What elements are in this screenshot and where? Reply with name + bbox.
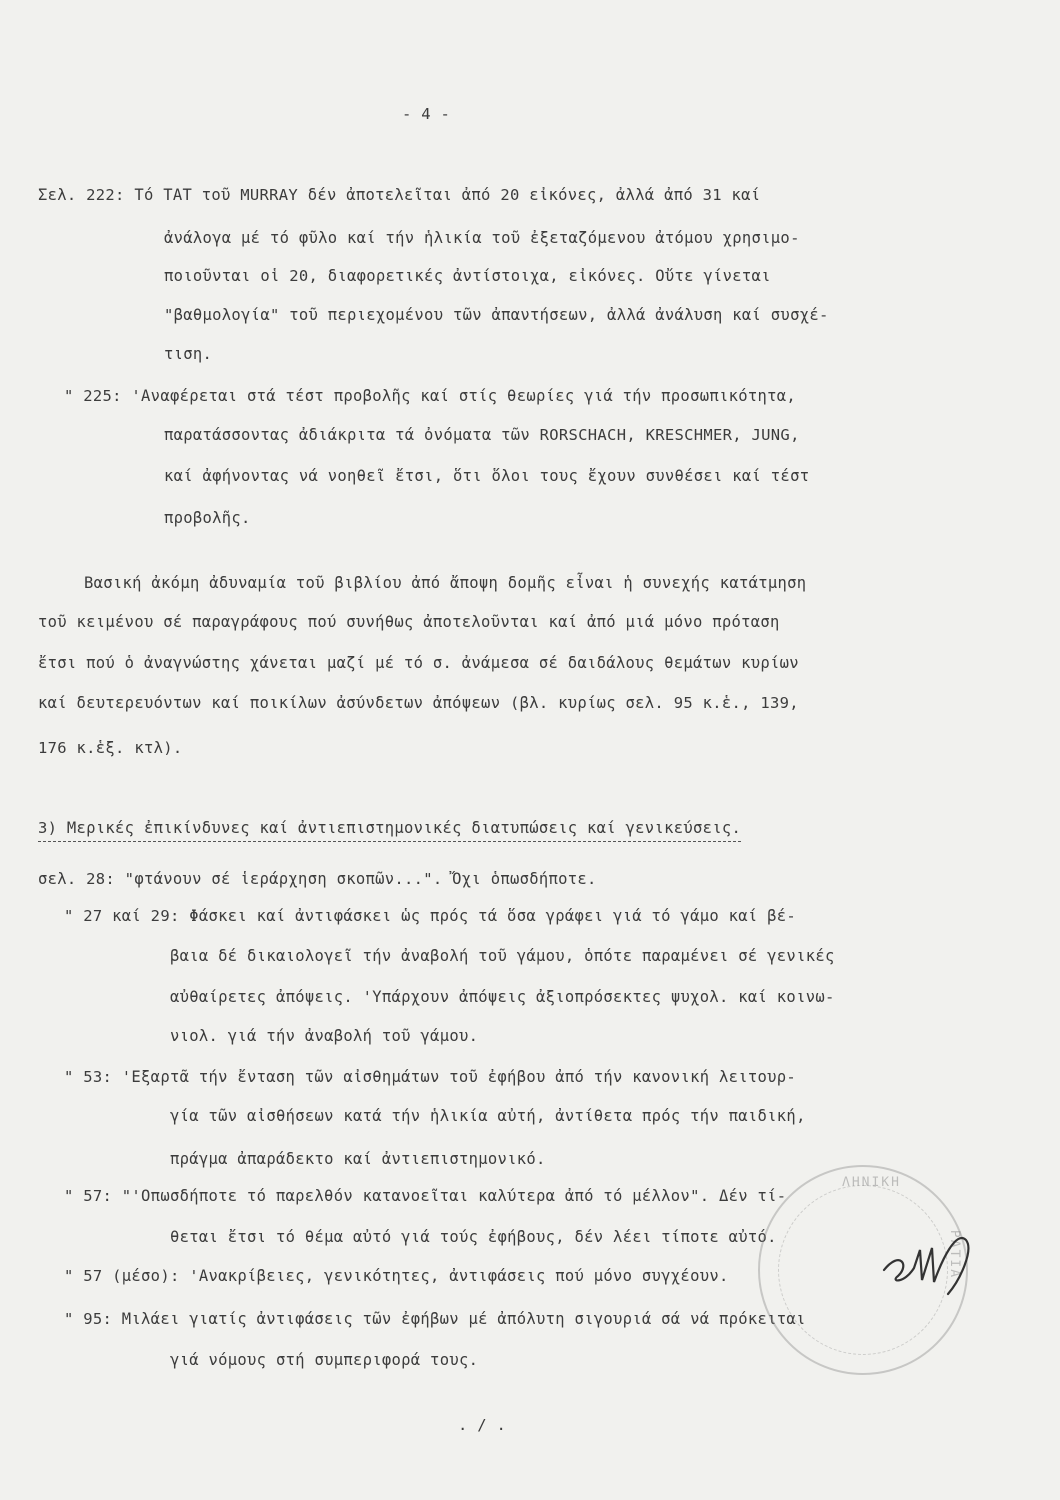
text-line: πράγμα ἀπαράδεκτο καί ἀντιεπιστημονικό. xyxy=(170,1150,546,1168)
text-line: "βαθμολογία" τοῦ περιεχομένου τῶν ἀπαντήσεων, ἀλλά ἀνάλυση καί συσχέ- xyxy=(164,306,829,324)
text-line: παρατάσσοντας ἀδιάκριτα τά ὀνόματα τῶν RORSCHACH, KRESCHMER, JUNG, xyxy=(164,426,800,444)
text-line: θεται ἔτσι τό θέμα αὐτό γιά τούς ἐφήβους, δέν λέει τίποτε αὐτό. xyxy=(170,1228,777,1246)
text-line: βαια δέ δικαιολογεῖ τήν ἀναβολή τοῦ γάμου, ὁπότε παραμένει σέ γενικές xyxy=(170,947,835,965)
text-line: ἀνάλογα μέ τό φῦλο καί τήν ἡλικία τοῦ ἐξεταζόμενου ἀτόμου χρησιμο- xyxy=(164,229,800,247)
text-line: " 27 καί 29: Φάσκει καί ἀντιφάσκει ὡς πρός τά ὅσα γράφει γιά τό γάμο καί βέ- xyxy=(64,907,797,925)
text-line: Σελ. 222: Τό ΤΑΤ τοῦ MURRAY δέν ἀποτελεῖται ἀπό 20 εἰκόνες, ἀλλά ἀπό 31 καί xyxy=(38,186,761,204)
text-line: νιολ. γιά τήν ἀναβολή τοῦ γάμου. xyxy=(170,1027,479,1045)
text-line: Βασική ἀκόμη ἀδυναμία τοῦ βιβλίου ἀπό ἄποψη δομῆς εἶναι ἡ συνεχής κατάτμηση xyxy=(84,574,807,592)
section-heading: 3) Μερικές ἐπικίνδυνες καί ἀντιεπιστημονικές διατυπώσεις καί γενικεύσεις. xyxy=(38,818,741,842)
text-line: " 95: Μιλάει γιατίς ἀντιφάσεις τῶν ἐφήβων μέ ἀπόλυτη σιγουριά σά νά πρόκειται xyxy=(64,1310,806,1328)
text-line: γιά νόμους στή συμπεριφορά τους. xyxy=(170,1351,479,1369)
text-line: τοῦ κειμένου σέ παραγράφους πού συνήθως ἀποτελοῦνται καί ἀπό μιά μόνο πρόταση xyxy=(38,613,780,631)
text-line: 176 κ.ἑξ. κτλ). xyxy=(38,739,183,757)
text-line: " 57: "'Οπωσδήποτε τό παρελθόν κατανοεῖται καλύτερα ἀπό τό μέλλον". Δέν τί- xyxy=(64,1187,787,1205)
text-line: καί δευτερευόντων καί ποικίλων ἀσύνδετων ἀπόψεων (βλ. κυρίως σελ. 95 κ.ἑ., 139, xyxy=(38,694,799,712)
signature-mark xyxy=(870,1210,980,1300)
text-line: αὐθαίρετες ἀπόψεις. 'Υπάρχουν ἀπόψεις ἀξιοπρόσεκτες ψυχολ. καί κοινω- xyxy=(170,988,835,1006)
text-line: προβολῆς. xyxy=(164,509,251,527)
text-line: " 53: 'Εξαρτᾶ τήν ἔνταση τῶν αἰσθημάτων τοῦ ἐφήβου ἀπό τήν κανονική λειτουρ- xyxy=(64,1068,797,1086)
text-line: καί ἀφήνοντας νά νοηθεῖ ἔτσι, ὅτι ὅλοι τους ἔχουν συνθέσει καί τέστ xyxy=(164,467,810,485)
text-line: " 57 (μέσο): 'Ανακρίβειες, γενικότητες, ἀντιφάσεις πού μόνο συγχέουν. xyxy=(64,1267,729,1285)
text-line: σελ. 28: "φτάνουν σέ ἱεράρχηση σκοπῶν...". Ὄχι ὁπωσδήποτε. xyxy=(38,870,597,888)
text-line: τιση. xyxy=(164,345,213,363)
text-line: " 225: 'Αναφέρεται στά τέστ προβολῆς καί στίς θεωρίες γιά τήν προσωπικότητα, xyxy=(64,387,797,405)
text-line: ἔτσι πού ὁ ἀναγνώστης χάνεται μαζί μέ τό σ. ἀνάμεσα σέ δαιδάλους θεμάτων κυρίων xyxy=(38,654,799,672)
text-line: γία τῶν αἰσθήσεων κατά τήν ἡλικία αὐτή, ἀντίθετα πρός τήν παιδική, xyxy=(170,1107,806,1125)
continuation-mark: . / . xyxy=(458,1416,507,1434)
official-stamp: ΛΗΝΙΚΗ ΡΑΤΙΑ xyxy=(758,1165,968,1375)
text-line: ποιοῦνται οἱ 20, διαφορετικές ἀντίστοιχα, εἰκόνες. Οὔτε γίνεται xyxy=(164,267,771,285)
page-number: - 4 - xyxy=(402,105,451,123)
